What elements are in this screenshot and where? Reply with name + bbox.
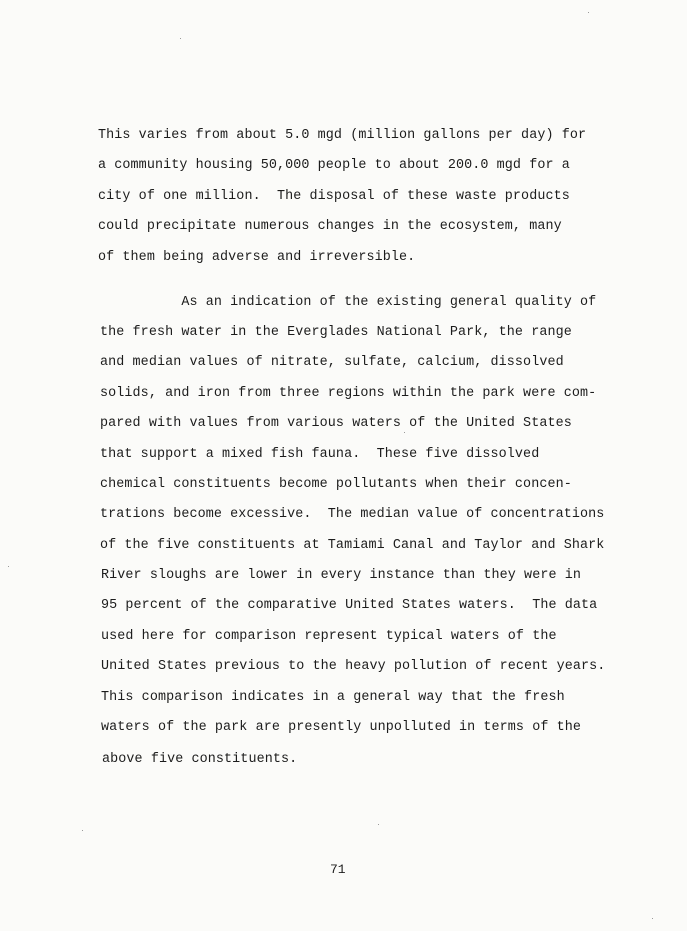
paragraph-2-line-13: United States previous to the heavy pollution of recent years. bbox=[101, 659, 606, 674]
paragraph-1-line-2: a community housing 50,000 people to about 200.0 mgd for a bbox=[98, 158, 570, 173]
scan-speck bbox=[180, 38, 181, 39]
paragraph-2-line-10: River sloughs are lower in every instance than they were in bbox=[101, 568, 582, 583]
paragraph-2-line-15: waters of the park are presently unpolluted in terms of the bbox=[101, 720, 582, 735]
scan-speck bbox=[404, 432, 405, 433]
scan-speck bbox=[588, 12, 589, 13]
scan-speck bbox=[652, 918, 653, 919]
paragraph-2-line-16: above five constituents. bbox=[102, 752, 298, 767]
paragraph-1-line-5: of them being adverse and irreversible. bbox=[98, 250, 416, 265]
paragraph-2-line-8: trations become excessive. The median value of concentrations bbox=[100, 507, 605, 522]
paragraph-2-line-4: solids, and iron from three regions within the park were com- bbox=[100, 386, 597, 401]
paragraph-2-line-1: As an indication of the existing general quality of bbox=[100, 295, 597, 310]
paragraph-2-line-3: and median values of nitrate, sulfate, calcium, dissolved bbox=[100, 355, 564, 370]
scan-speck bbox=[8, 566, 9, 567]
paragraph-2-line-12: used here for comparison represent typical waters of the bbox=[101, 629, 557, 644]
paragraph-2-line-2: the fresh water in the Everglades National Park, the range bbox=[100, 325, 572, 340]
paragraph-2-line-9: of the five constituents at Tamiami Canal and Taylor and Shark bbox=[100, 538, 605, 553]
paragraph-1-line-4: could precipitate numerous changes in the ecosystem, many bbox=[98, 219, 562, 234]
paragraph-2-line-11: 95 percent of the comparative United States waters. The data bbox=[101, 598, 598, 613]
paragraph-1-line-3: city of one million. The disposal of these waste products bbox=[98, 189, 570, 204]
scan-speck bbox=[82, 830, 83, 831]
paragraph-2-line-6: that support a mixed fish fauna. These five dissolved bbox=[100, 447, 540, 462]
paragraph-1-line-1: This varies from about 5.0 mgd (million gallons per day) for bbox=[98, 128, 587, 143]
paragraph-2-line-7: chemical constituents become pollutants when their concen- bbox=[100, 477, 572, 492]
scan-speck bbox=[378, 824, 379, 825]
paragraph-2-line-5: pared with values from various waters of the United States bbox=[100, 416, 572, 431]
page-number: 71 bbox=[330, 862, 346, 877]
paragraph-2-line-14: This comparison indicates in a general way that the fresh bbox=[101, 690, 565, 705]
